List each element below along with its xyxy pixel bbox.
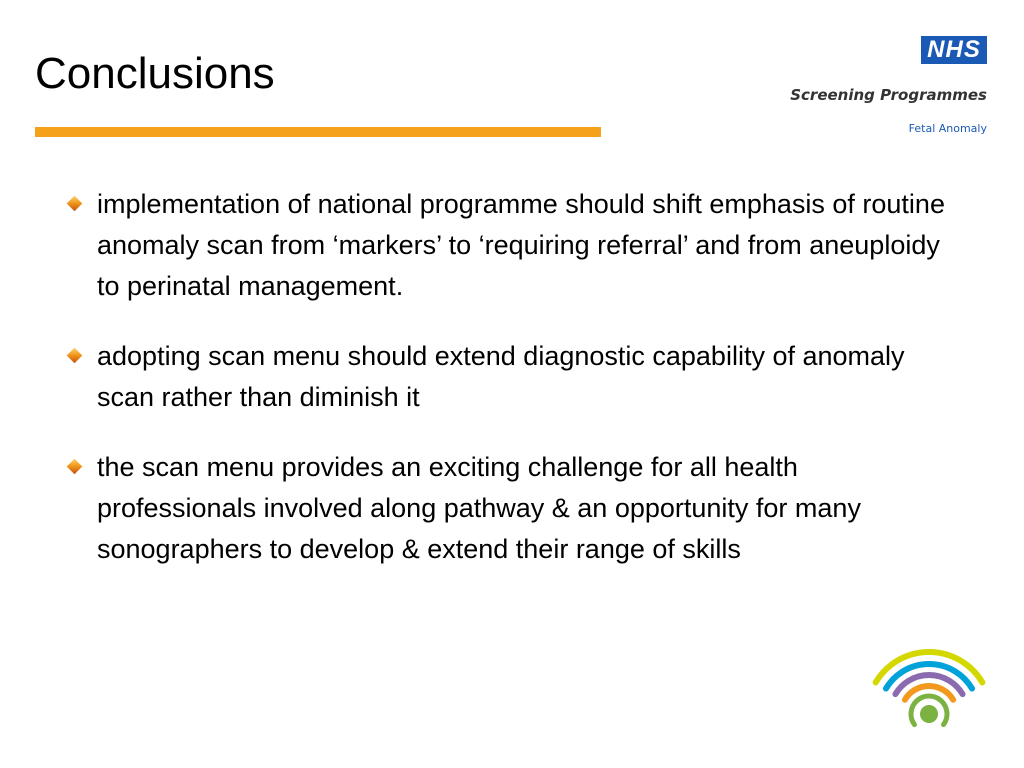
bullet-text: adopting scan menu should extend diagnostic capability of anomaly scan rather than diminish it [97, 341, 905, 412]
concentric-arcs-logo-icon [856, 592, 1004, 732]
bullet-item [68, 184, 958, 307]
nhs-screening-logo [757, 36, 987, 146]
title-underline [35, 127, 601, 137]
bullet-item [68, 336, 958, 418]
diamond-bullet-icon [67, 348, 83, 364]
programme-subtitle: Fetal Anomaly [908, 122, 987, 135]
programme-name: Screening Programmes [790, 86, 987, 104]
bullet-list [68, 184, 958, 599]
nhs-badge: NHS [921, 36, 987, 64]
diamond-bullet-icon [67, 459, 83, 475]
bullet-item [68, 447, 958, 570]
bullet-text: the scan menu provides an exciting challenge for all health professionals involved along pathway & an opportunity for many sonographers to develop & extend their range of skills [97, 452, 861, 564]
bullet-text: implementation of national programme should shift emphasis of routine anomaly scan from ‘markers’ to ‘requiring referral’ and from aneuploidy to perinatal management. [97, 189, 945, 301]
logo-dot [920, 705, 938, 723]
diamond-bullet-icon [67, 196, 83, 212]
slide-title: Conclusions [35, 49, 275, 98]
